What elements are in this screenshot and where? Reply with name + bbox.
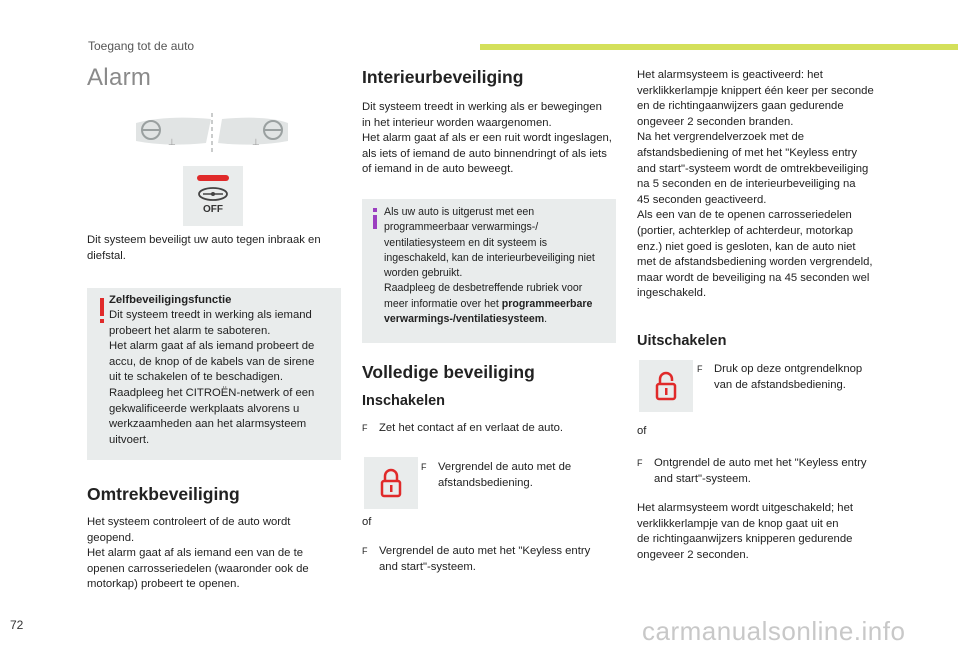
of-separator-2: of (637, 425, 647, 437)
off-label: OFF (203, 204, 223, 215)
interieur-text: Dit systeem treedt in werking als er bewegingen in het interieur worden waargenomen. Het alarm gaat af als er een ruit wordt ingeslagen, als iets of iemand de auto binnendringt of als iets of iemand in de auto beweegt. (362, 101, 612, 176)
uitschakelen-step-1: F Druk op deze ontgrendelknop van de afstandsbediening. (697, 363, 863, 391)
uitschakelen-title: Uitschakelen (637, 333, 727, 349)
info-text: Als uw auto is uitgerust met een programmeerbaar verwarmings-/ ventilatiesysteem en dit systeem is ingeschakeld, kan de interieurbeveiliging niet worden gebruikt. Raadpleeg de desbetreffende rubriek voor meer informatie over het programmeerbare verwarmings-/ventilatiesysteem. (384, 206, 595, 326)
car-icon (197, 186, 229, 202)
omtrek-title: Omtrekbeveiliging (87, 484, 240, 504)
exclamation-icon (96, 298, 108, 324)
lock-button-illustration (364, 457, 418, 509)
inschakelen-step-3: F Vergrendel de auto met het "Keyless entry and start"-systeem. (362, 545, 591, 573)
activation-text: Het alarmsysteem is geactiveerd: het verklikkerlampje knippert één keer per seconde en de richtingaanwijzers gaan gedurende ongeveer 2 seconden branden. Na het vergrendelverzoek met de afstandsbediening of met het "Keyless entry and start"-systeem wordt de omtrekbeveiliging na 5 seconden en de interieurbeveiliging na 45 seconden geactiveerd. Als een van de te openen carrosseriedelen (portier, achterklep of achterdeur, motorkap enz.) niet goed is gesloten, kan de auto niet met de afstandsbediening worden vergrendeld, maar wordt de beveiliging na 45 seconden wel ingeschakeld. (637, 69, 874, 300)
info-icon (370, 208, 380, 230)
page-number: 72 (10, 618, 24, 632)
svg-text:⊥: ⊥ (168, 138, 176, 148)
alarm-off-button-illustration (183, 166, 243, 226)
accent-bar (480, 44, 958, 50)
alarm-title: Alarm (87, 64, 152, 91)
of-separator-1: of (362, 516, 372, 528)
warning-text: Dit systeem treedt in werking als iemand probeert het alarm te saboteren. Het alarm gaat af als iemand probeert de accu, de knop of de kabels van de sirene uit te schakelen of te beschadigen. Raadpleeg het CITROËN-netwerk of een gekwalificeerde werkplaats alvorens u werkzaamheden aan het alarmsysteem uitvoert. (109, 309, 315, 446)
interieur-title: Interieurbeveiliging (362, 67, 524, 87)
car-interior-sensors-illustration (126, 113, 296, 153)
section-header: Toegang tot de auto (88, 39, 195, 53)
inschakelen-title: Inschakelen (362, 393, 446, 409)
deactivation-text: Het alarmsysteem wordt uitgeschakeld; het verklikkerlampje van de knop gaat uit en de richtingaanwijzers knipperen gedurende ongeveer 2 seconden. (637, 502, 853, 561)
volledig-title: Volledige beveiliging (362, 362, 535, 382)
warning-box (87, 288, 341, 460)
svg-text:⊥: ⊥ (252, 138, 260, 148)
warning-title: Zelfbeveiligingsfunctie (109, 294, 232, 306)
omtrek-text: Het systeem controleert of de auto wordt geopend. Het alarm gaat af als iemand een van de te openen carrosseriedelen (waaronder ook de motorkap) probeert te openen. (87, 516, 309, 591)
lock-icon (380, 468, 402, 498)
unlock-button-illustration (639, 360, 693, 412)
inschakelen-step-1: F Zet het contact af en verlaat de auto. (362, 422, 564, 434)
uitschakelen-step-2: F Ontgrendel de auto met het "Keyless entry and start"-systeem. (637, 457, 867, 485)
unlock-icon (655, 371, 677, 401)
alarm-intro: Dit systeem beveiligt uw auto tegen inbraak en diefstal. (87, 234, 321, 262)
info-box (362, 199, 616, 343)
watermark: carmanualsonline.info (642, 616, 906, 646)
alarm-indicator-light (197, 175, 229, 181)
inschakelen-step-2: F Vergrendel de auto met de afstandsbediening. (421, 461, 572, 489)
